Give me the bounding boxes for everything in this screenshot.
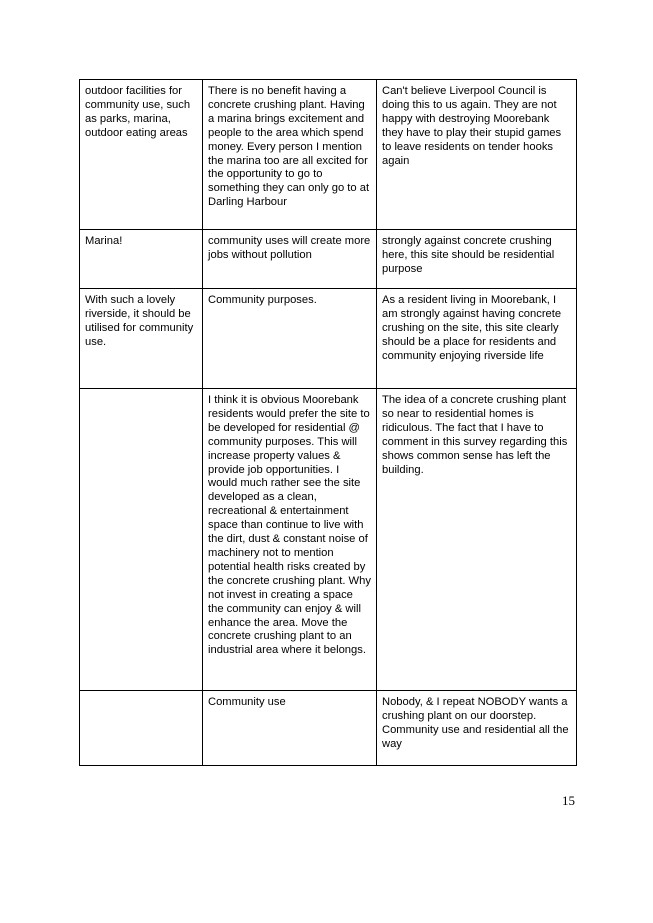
table-cell: Can't believe Liverpool Council is doing this to us again. They are not happy with destroying Moorebank they have to play their stupid games to leave residents on tender hooks again (377, 80, 577, 230)
table-cell: Community purposes. (203, 289, 377, 389)
table-cell: As a resident living in Moorebank, I am strongly against having concrete crushing on the site, this site clearly should be a place for residents and community enjoying riverside life (377, 289, 577, 389)
table-cell: strongly against concrete crushing here, this site should be residential purpose (377, 230, 577, 289)
table-cell: With such a lovely riverside, it should be utilised for community use. (80, 289, 203, 389)
table-row (80, 389, 577, 691)
table-row (80, 289, 577, 389)
table-cell: community uses will create more jobs without pollution (203, 230, 377, 289)
table-row (80, 80, 577, 230)
table-cell: Marina! (80, 230, 203, 289)
table-cell: outdoor facilities for community use, such as parks, marina, outdoor eating areas (80, 80, 203, 230)
table-cell: There is no benefit having a concrete crushing plant. Having a marina brings excitement and people to the area which spend money. Every person I mention the marina too are all excited for the opportunity to go to something they can only go to at Darling Harbour (203, 80, 377, 230)
table-row (80, 691, 577, 766)
page-number: 15 (562, 793, 575, 808)
table-cell: The idea of a concrete crushing plant so near to residential homes is ridiculous. The fact that I have to comment in this survey regarding this shows common sense has left the building. (377, 389, 577, 691)
survey-responses-table (79, 79, 577, 766)
table-cell (80, 691, 203, 766)
table-cell: Nobody, & I repeat NOBODY wants a crushing plant on our doorstep. Community use and residential all the way (377, 691, 577, 766)
table-cell: Community use (203, 691, 377, 766)
table-cell (80, 389, 203, 691)
table-cell: I think it is obvious Moorebank residents would prefer the site to be developed for residential @ community purposes. This will increase property values & provide job opportunities. I would much rather see the site developed as a clean, recreational & entertainment space than continue to live with the dirt, dust & constant noise of machinery not to mention potential health risks created by the concrete crushing plant. Why not invest in creating a space the community can enjoy & will enhance the area. Move the concrete crushing plant to an industrial area where it belongs. (203, 389, 377, 691)
table-row (80, 230, 577, 289)
